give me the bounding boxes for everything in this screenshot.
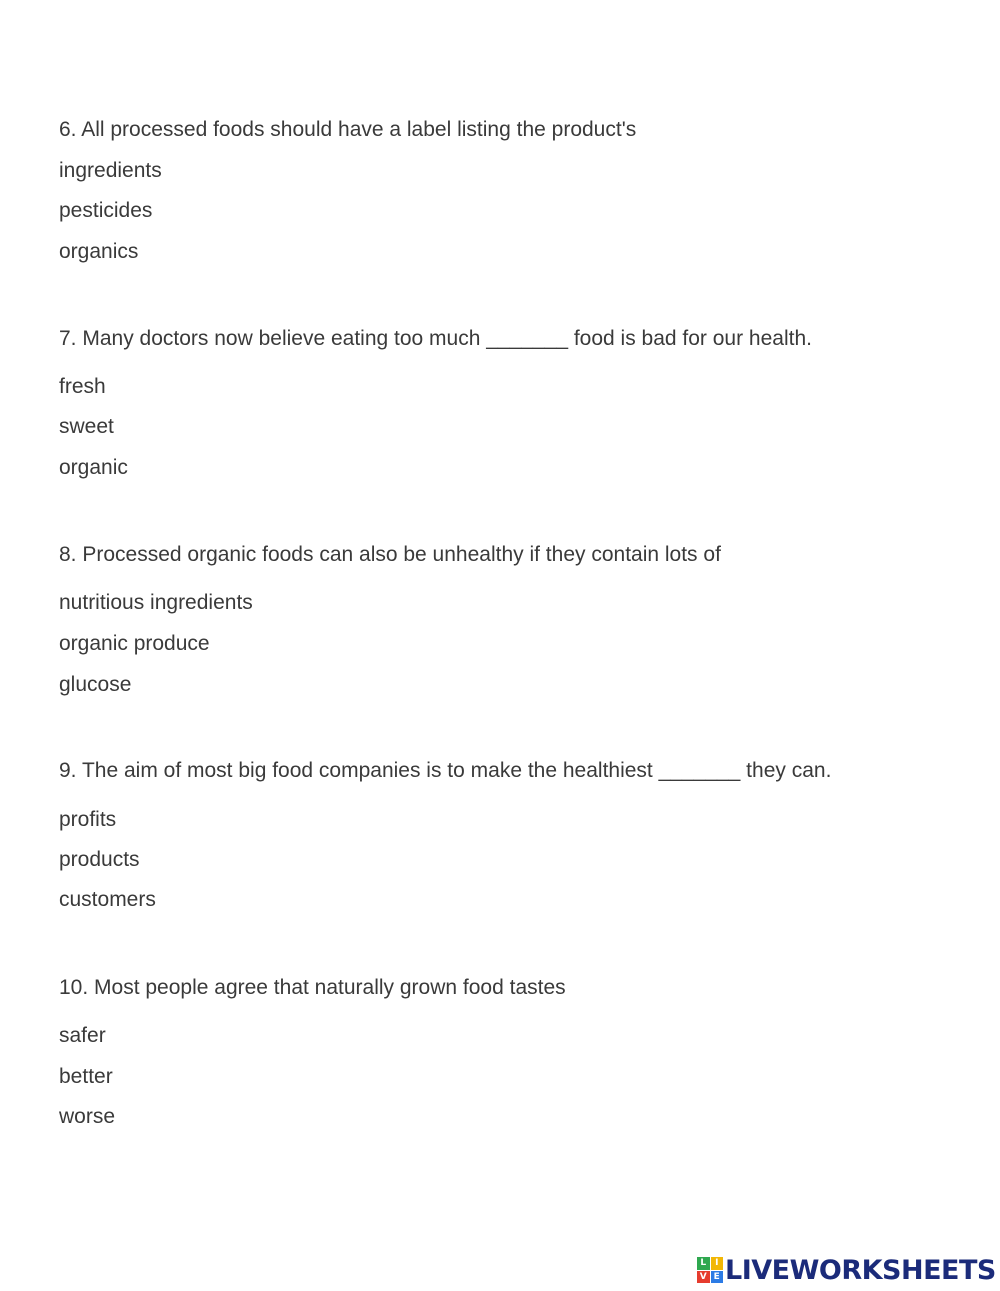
question-6-text: 6. All processed foods should have a label listing the product's — [59, 118, 637, 141]
logo-letter-e: E — [711, 1271, 724, 1284]
question-8-text: 8. Processed organic foods can also be unhealthy if they contain lots of — [59, 543, 721, 566]
question-9-option-profits[interactable]: profits — [59, 808, 117, 831]
question-8-option-glucose[interactable]: glucose — [59, 673, 132, 696]
question-10-option-worse[interactable]: worse — [59, 1105, 116, 1128]
liveworksheets-logo-icon — [697, 1257, 723, 1283]
question-8-option-nutritious-ingredients[interactable]: nutritious ingredients — [59, 591, 253, 614]
question-7-option-fresh[interactable]: fresh — [59, 375, 106, 398]
question-10-option-better[interactable]: better — [59, 1065, 113, 1088]
question-8-option-organic-produce[interactable]: organic produce — [59, 632, 210, 655]
logo-letter-v: V — [697, 1271, 710, 1284]
question-7-option-sweet[interactable]: sweet — [59, 415, 114, 438]
question-10-text: 10. Most people agree that naturally grown food tastes — [59, 976, 566, 999]
question-6-option-pesticides[interactable]: pesticides — [59, 199, 153, 222]
question-7-text: 7. Many doctors now believe eating too much _______ food is bad for our health. — [59, 327, 812, 350]
logo-letter-i: I — [711, 1257, 724, 1270]
liveworksheets-brand — [697, 1255, 996, 1285]
liveworksheets-wordmark: LIVEWORKSHEETS — [725, 1254, 996, 1286]
question-9-option-products[interactable]: products — [59, 848, 140, 871]
question-10-option-safer[interactable]: safer — [59, 1024, 106, 1047]
question-6-option-organics[interactable]: organics — [59, 240, 139, 263]
question-6-option-ingredients[interactable]: ingredients — [59, 159, 162, 182]
logo-letter-l: L — [697, 1257, 710, 1270]
question-9-option-customers[interactable]: customers — [59, 888, 156, 911]
question-7-option-organic[interactable]: organic — [59, 456, 128, 479]
question-9-text: 9. The aim of most big food companies is to make the healthiest _______ they can. — [59, 759, 832, 782]
